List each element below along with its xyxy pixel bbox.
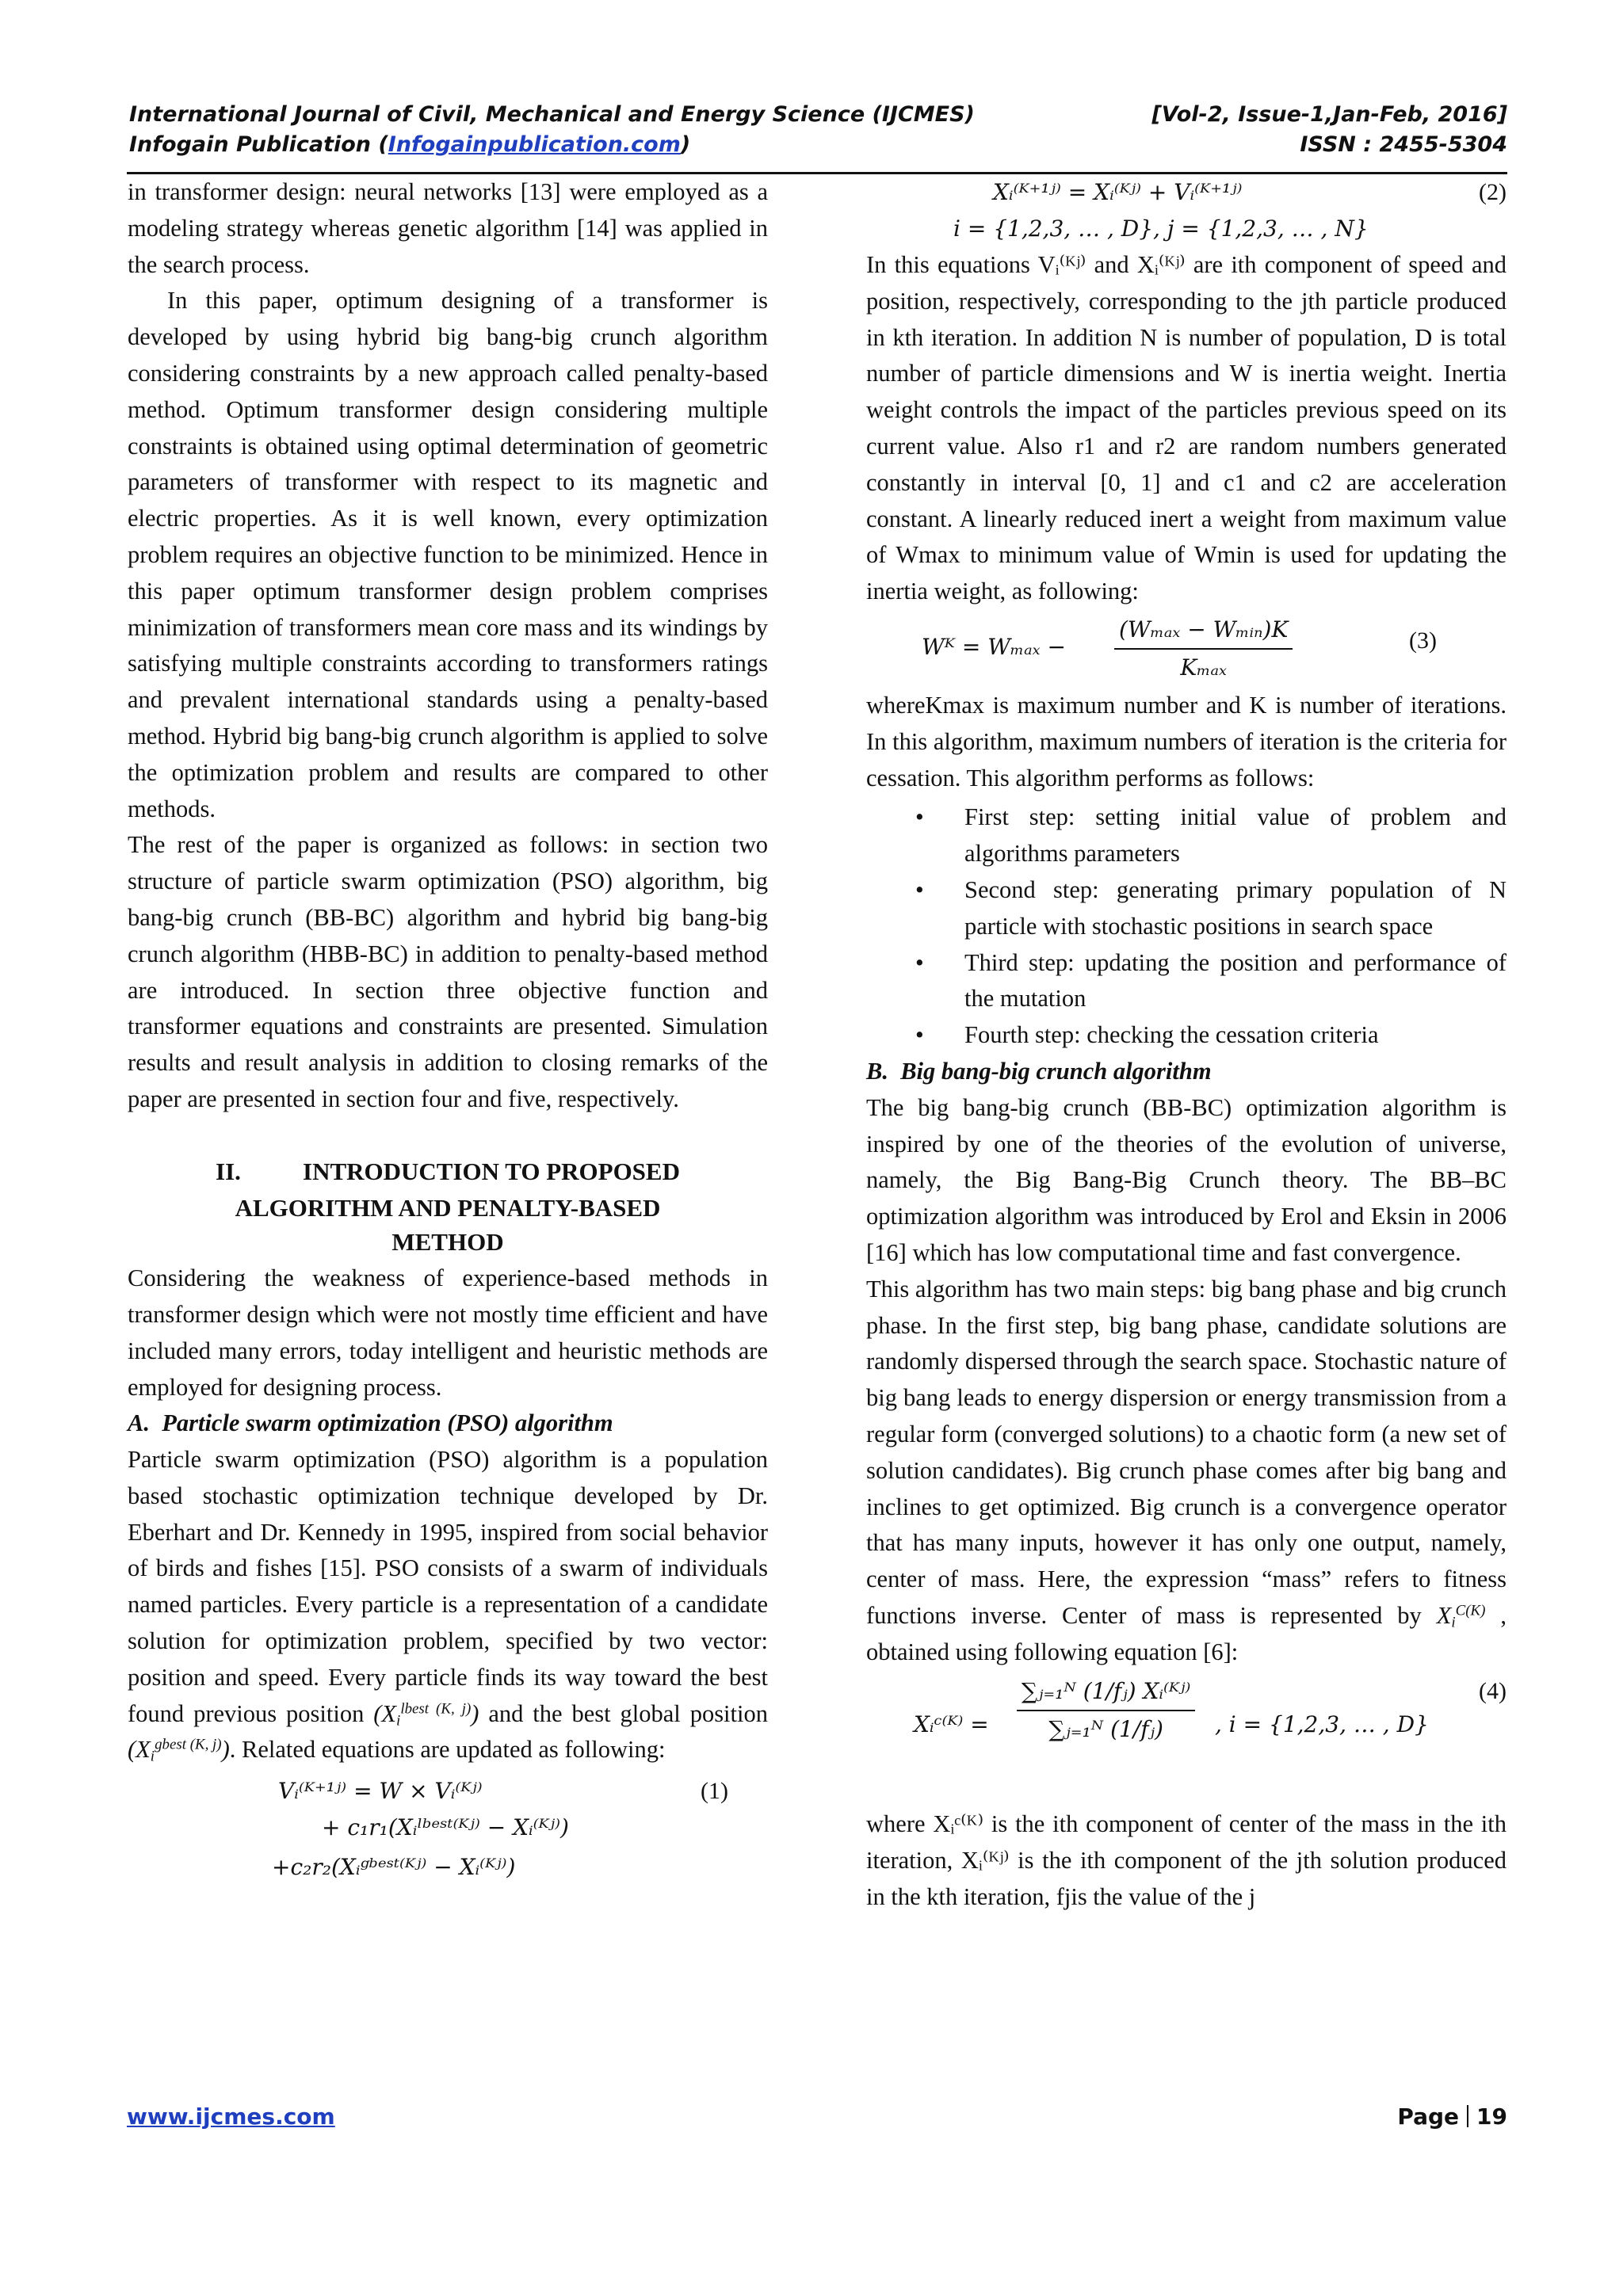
right-paragraph-1: In this equations Vᵢ⁽ᴷʲ⁾ and Xᵢ⁽ᴷʲ⁾ are ith component of speed and position, respectively, corresponding to the jth particle produced in kth iteration. In addition N is number of population, D is total number of particle dimensions and W is inertia weight. Inertia weight controls the impact of the particles previous speed on its current value. Also r1 and r2 are random numbers generated constantly in interval [0, 1] and c1 and c2 are acceleration constant. A linearly reduced inert a weight from maximum value of Wmax to minimum value of Wmin is used for updating the inertia weight, as following: [866,251,1507,605]
section-title-line-1: INTRODUCTION TO PROPOSED [303,1157,680,1185]
equation-4 [866,1673,1507,1792]
equation-3-lhs: Wᴷ = Wₘₐₓ − [922,633,1066,660]
list-item: • Third step: updating the position and performance of the mutation [964,945,1507,1018]
left-column [128,174,768,1892]
equation-4-rhs: , i = {1,2,3, … , D} [1215,1711,1429,1738]
section-title-line-2: ALGORITHM AND PENALTY-BASED [235,1193,661,1222]
section-title-line-3: METHOD [391,1228,504,1257]
equation-4-fraction [1017,1673,1195,1748]
list-item: • Second step: generating primary population of N particle with stochastic positions in search space [964,872,1507,945]
left-paragraph-1: in transformer design: neural networks [13] were employed as a modeling strategy whereas genetic algorithm [14] was applied in the search process. [128,178,768,278]
equation-3-denominator: Kₘₐₓ [1180,654,1227,681]
list-item: • First step: setting initial value of problem and algorithms parameters [964,799,1507,872]
algorithm-steps-list [866,799,1507,1054]
right-paragraph-3: The big bang-big crunch (BB-BC) optimization algorithm is inspired by one of the theories of the evolution of universe, namely, the Big Bang-Big Crunch theory. The BB–BC optimization algorithm was introduced by Erol and Eksin in 2006 [16] which has low computational time and fast convergence. [866,1093,1507,1266]
website-link[interactable]: www.ijcmes.com [127,2103,335,2130]
subsection-b-heading: B. Big bang-big crunch algorithm [866,1057,1212,1085]
equation-2-number: (2) [1479,179,1507,205]
journal-title: International Journal of Civil, Mechanical and Energy Science (IJCMES) [129,102,975,127]
page-footer [127,2103,1507,2130]
publisher-link[interactable]: Infogainpublication.com [388,132,681,157]
page-number: 19 [1476,2103,1507,2130]
equation-4-lhs: Xᵢᶜ⁽ᴷ⁾ = [914,1711,989,1738]
left-paragraph-3: The rest of the paper is organized as follows: in section two structure of particle swarm optimization (PSO) algorithm, big bang-big crunch (BB-BC) algorithm and hybrid big bang-big crunch algorithm (HBB-BC) in addition to penalty-based method are introduced. In section three objective function and transformer equations and constraints are presented. Simulation results and result analysis in addition to closing remarks of the paper are presented in section four and five, respectively. [128,831,768,1112]
equation-1-line-1: Vᵢ⁽ᴷ⁺¹ʲ⁾ = W × Vᵢ⁽ᴷʲ⁾ [278,1778,483,1805]
equation-2-line-1: Xᵢ⁽ᴷ⁺¹ʲ⁾ = Xᵢ⁽ᴷʲ⁾ + Vᵢ⁽ᴷ⁺¹ʲ⁾ [993,179,1243,205]
right-paragraph-5: where Xᵢᶜ⁽ᴷ⁾ is the ith component of center of the mass in the ith iteration, Xᵢ⁽ᴷʲ⁾ is the ith component of the jth solution produced in the kth iteration, fjis the value of the j [866,1810,1507,1911]
section-heading [128,1154,768,1261]
equation-1-line-3: +c₂r₂(Xᵢᵍᵇᵉˢᵗ⁽ᴷʲ⁾ − Xᵢ⁽ᴷʲ⁾) [272,1854,516,1881]
equation-3-fraction [1114,612,1293,686]
page-label: Page [1397,2103,1460,2130]
left-paragraph-2: In this paper, optimum designing of a transformer is developed by using hybrid big bang-big crunch algorithm considering constraints by a new approach called penalty-based method. Optimum transformer design considering multiple constraints is obtained using optimal determination of geometric parameters of transformer with respect to its magnetic and electric properties. As it is well known, every optimization problem requires an objective function to be minimized. Hence in this paper optimum transformer design problem comprises minimization of transformers mean core mass and its windings by satisfying multiple constraints according to transformers ratings and prevalent international standards using a penalty-based method. Hybrid big bang-big crunch algorithm is applied to solve the optimization problem and results are compared to other methods. [128,287,768,822]
equation-4-numerator: ∑ⱼ₌₁ᴺ (1/fⱼ) Xᵢ⁽ᴷʲ⁾ [1017,1673,1195,1711]
subsection-a-heading: A. Particle swarm optimization (PSO) algorithm [128,1409,613,1437]
running-header [129,100,1507,160]
left-paragraph-5: Particle swarm optimization (PSO) algorithm is a population based stochastic optimization technique developed by Dr. Eberhart and Dr. Kennedy in 1995, inspired from social behavior of birds and fishes [15]. PSO consists of a swarm of individuals named particles. Every particle is a representation of a candidate solution for optimization problem, specified by two vector: position and speed. Every particle finds its way toward the best found previous position $(X_i^{lbest (K, j)})$ and the best global position $(X_i^{gbest (K, j)})$. Related equations are updated as following: [128,1446,768,1766]
equation-2-line-2: i = {1,2,3, … , D}, j = {1,2,3, … , N} [953,215,1369,242]
right-paragraph-2: whereKmax is maximum number and K is number of iterations. In this algorithm, maximum numbers of iteration is the criteria for cessation. This algorithm performs as follows: [866,691,1507,791]
publisher: Infogain Publication (Infogainpublication.com) [129,132,691,157]
section-number: II. [216,1157,241,1185]
left-paragraph-4: Considering the weakness of experience-based methods in transformer design which were not mostly time efficient and have included many errors, today intelligent and heuristic methods are employed for designing process. [128,1264,768,1401]
equation-1-line-2: + c₁r₁(Xᵢˡᵇᵉˢᵗ⁽ᴷʲ⁾ − Xᵢ⁽ᴷʲ⁾) [322,1814,569,1841]
volume-info: [Vol-2, Issue-1,Jan-Feb, 2016] [1151,102,1507,127]
right-column [866,174,1507,1916]
right-paragraph-4: This algorithm has two main steps: big bang phase and big crunch phase. In the first step, big bang phase, candidate solutions are randomly dispersed through the search space. Stochastic nature of big bang leads to energy dispersion or energy transmission from a regular form (converged solutions) to a chaotic form (a new set of solution candidates). Big crunch phase comes after big bang and inclines to get optimized. Big crunch is a convergence operator that has many inputs, however it has only one output, namely, center of mass. Here, the expression “mass” refers to fitness functions inverse. Center of mass is represented by $X_i^{C(K)}$ , obtained using following equation [6]: [866,1275,1507,1665]
equation-3-numerator: (Wₘₐₓ − Wₘᵢₙ)K [1114,612,1293,650]
list-item: • Fourth step: checking the cessation criteria [964,1017,1507,1054]
issn: ISSN : 2455-5304 [1300,132,1507,157]
equation-3 [866,612,1507,688]
page-number-block [1397,2103,1507,2130]
equation-4-number: (4) [1479,1678,1507,1705]
equation-4-denominator: ∑ⱼ₌₁ᴺ (1/fⱼ) [1048,1716,1163,1743]
equation-1-number: (1) [701,1778,728,1805]
equation-3-number: (3) [1409,627,1437,654]
equation-2 [866,174,1507,247]
equation-1 [128,1773,768,1892]
